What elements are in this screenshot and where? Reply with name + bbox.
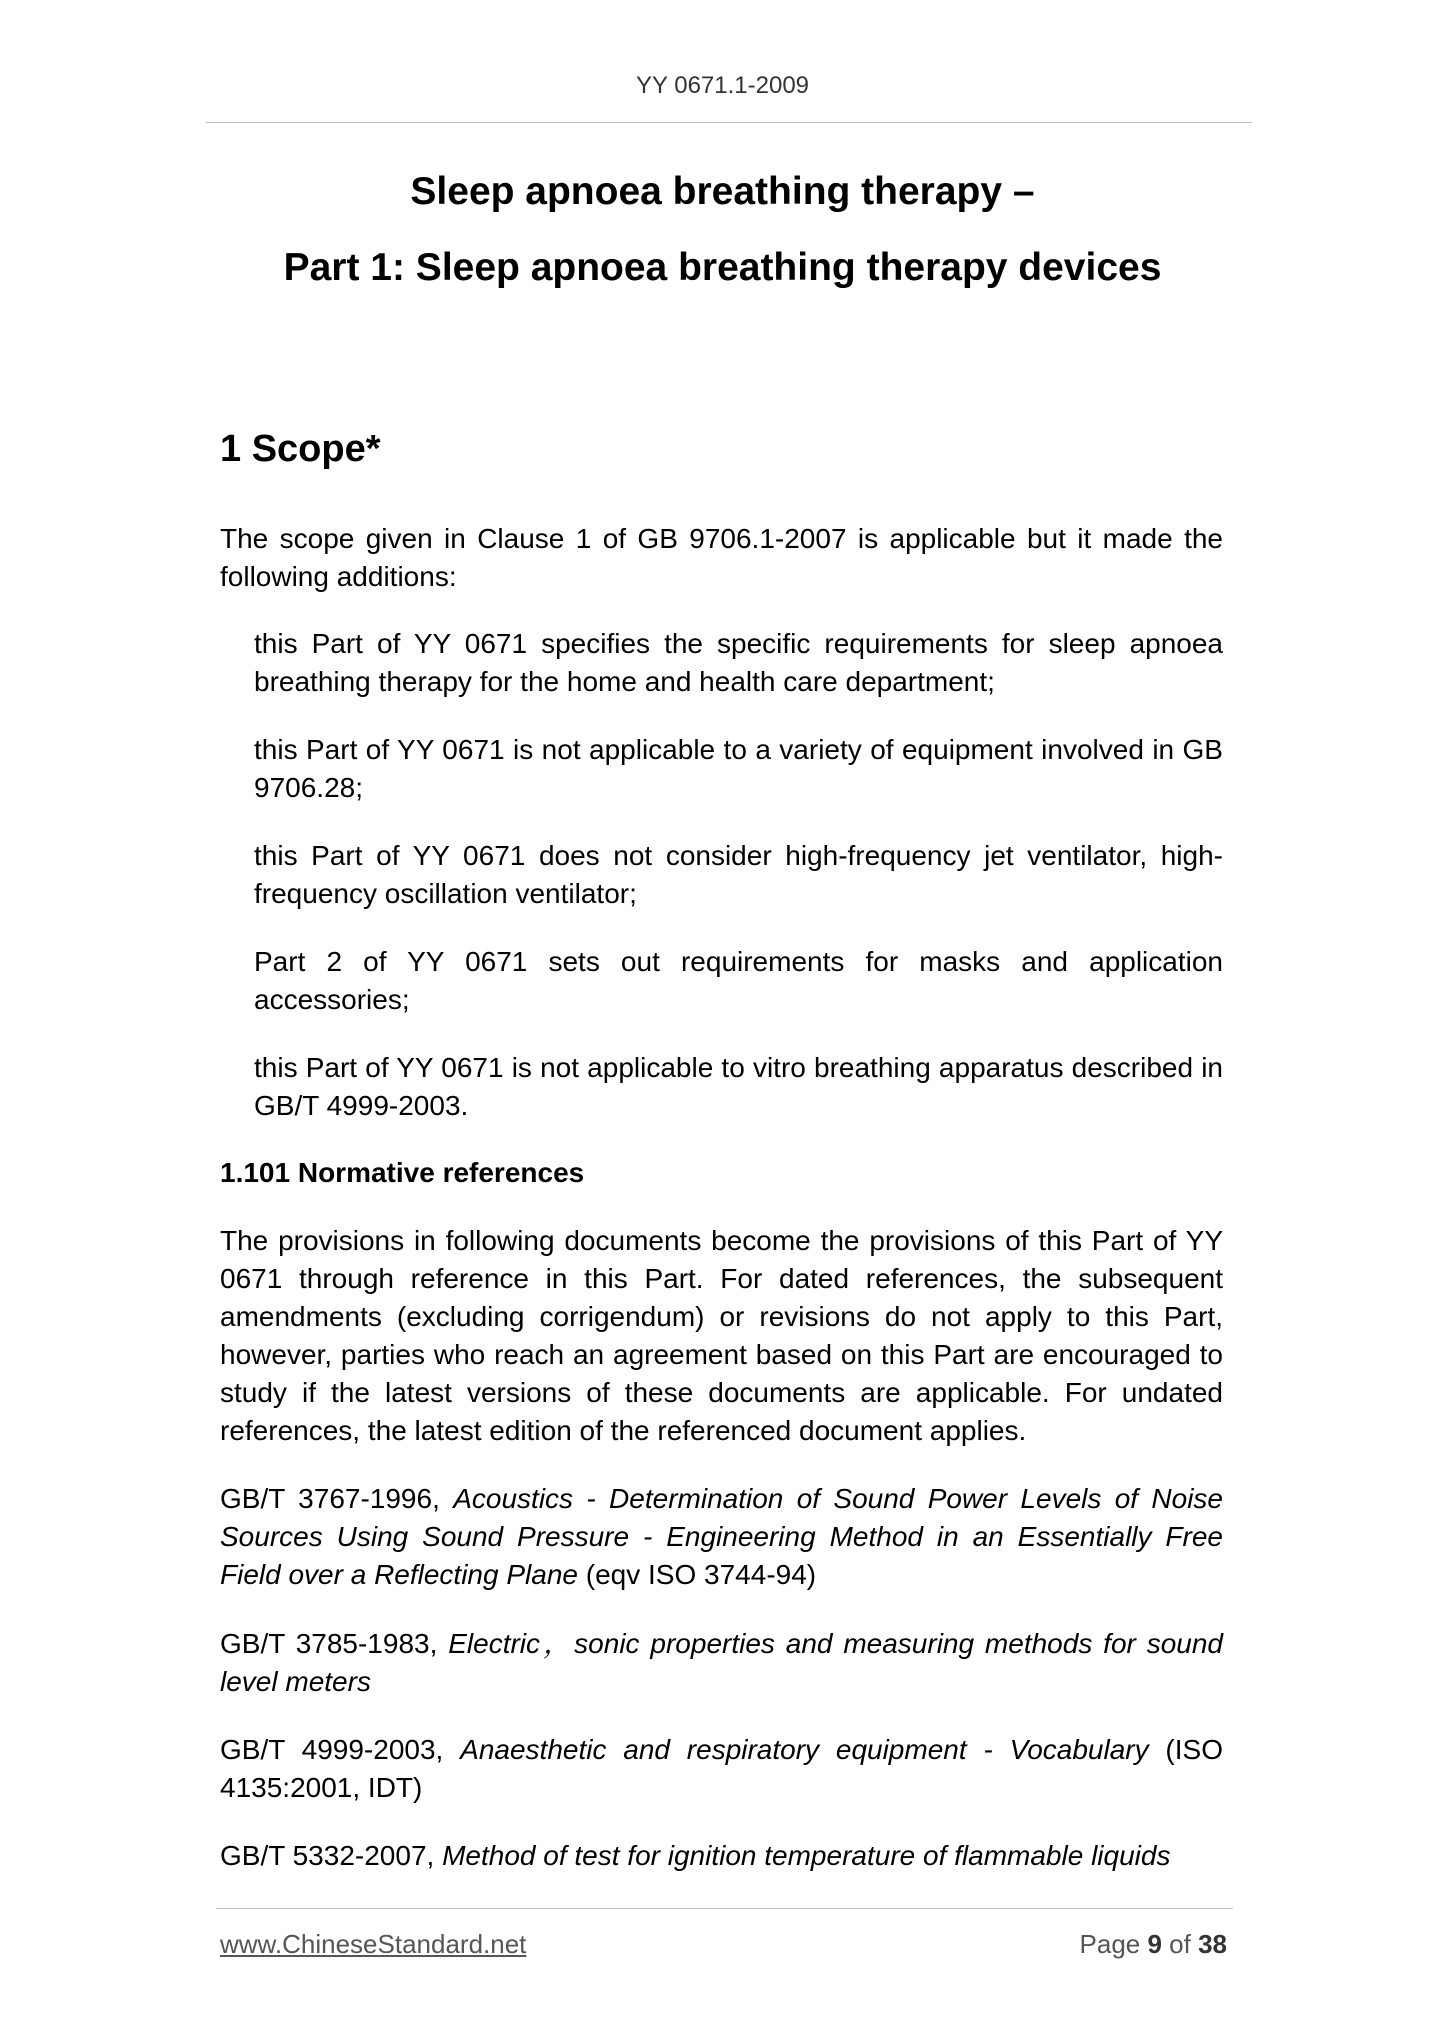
header-divider: [206, 122, 1252, 123]
reference-title: Anaesthetic and respiratory equipment - Vocabulary: [460, 1734, 1149, 1765]
reference-code: GB/T 3767-1996,: [220, 1483, 454, 1514]
reference-entry: [220, 1731, 1223, 1807]
section-heading-scope: 1 Scope*: [220, 428, 381, 470]
reference-code: GB/T 4999-2003,: [220, 1734, 461, 1765]
page-separator: of: [1161, 1929, 1199, 1959]
reference-title: Method of test for ignition temperature of flammable liquids: [442, 1840, 1171, 1871]
page-title-line-2: Part 1: Sleep apnoea breathing therapy devices: [283, 246, 1162, 289]
scope-item: this Part of YY 0671 specifies the specific requirements for sleep apnoea breathing therapy for the home and health care department;: [254, 628, 1223, 697]
scope-item: this Part of YY 0671 is not applicable to vitro breathing apparatus described in GB/T 4999-2003.: [254, 1052, 1223, 1121]
page-prefix: Page: [1079, 1929, 1148, 1959]
footer-divider: [216, 1908, 1233, 1909]
reference-title: Electric，sonic properties and measuring methods for sound level meters: [220, 1628, 1223, 1697]
document-code-header: YY 0671.1-2009: [635, 72, 810, 99]
page-indicator: [1080, 1929, 1227, 1960]
website-link[interactable]: www.ChineseStandard.net: [220, 1929, 527, 1959]
reference-entry: [220, 1837, 1223, 1875]
page-current: 9: [1147, 1929, 1162, 1959]
reference-title: Acoustics - Determination of Sound Power Levels of Noise Sources Using Sound Pressure - Engineering Method in an Essentially Free Field over a Reflecting Plane: [220, 1483, 1223, 1590]
scope-item: this Part of YY 0671 does not consider high-frequency jet ventilator, high-frequency oscillation ventilator;: [254, 840, 1223, 909]
scope-intro-paragraph: The scope given in Clause 1 of GB 9706.1-2007 is applicable but it made the following additions:: [220, 523, 1223, 592]
reference-entry: [220, 1480, 1223, 1594]
reference-code: GB/T 3785-1983,: [220, 1628, 449, 1659]
reference-suffix: (eqv ISO 3744-94): [577, 1559, 817, 1590]
references-intro-paragraph: The provisions in following documents become the provisions of this Part of YY 0671 through reference in this Part. For dated references, the subsequent amendments (excluding corrigendum) or revisions do not apply to this Part, however, parties who reach an agreement based on this Part are encouraged to study if the latest versions of these documents are applicable. For undated references, the latest edition of the referenced document applies.: [220, 1225, 1223, 1446]
scope-item: this Part of YY 0671 is not applicable to a variety of equipment involved in GB 9706.28;: [254, 734, 1223, 803]
reference-entry: [220, 1625, 1223, 1701]
scope-item: Part 2 of YY 0671 sets out requirements for masks and application accessories;: [254, 946, 1223, 1015]
section-heading-normative-references: 1.101 Normative references: [220, 1157, 585, 1188]
reference-suffix: (ISO 4135:2001, IDT): [220, 1734, 1223, 1803]
page-title-line-1: Sleep apnoea breathing therapy –: [410, 170, 1035, 213]
page-total: 38: [1198, 1929, 1227, 1959]
reference-code: GB/T 5332-2007,: [220, 1840, 443, 1871]
